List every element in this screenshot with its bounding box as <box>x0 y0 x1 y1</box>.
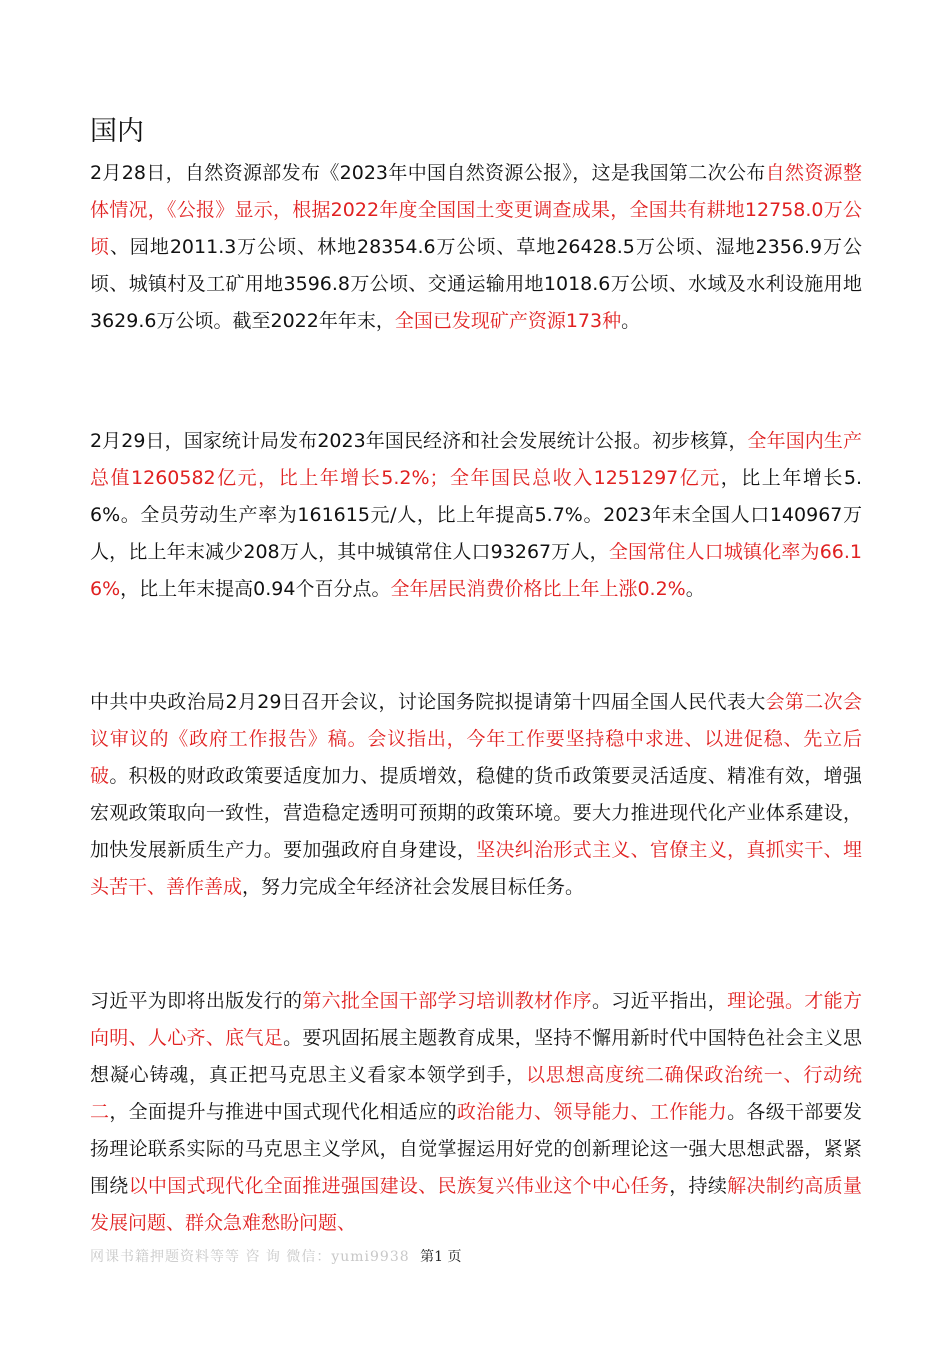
body-text: 习近平为即将出版发行的 <box>90 990 303 1012</box>
highlighted-text: 以中国式现代化全面推进强国建设、民族复兴伟业这个中心任务 <box>128 1175 670 1197</box>
highlighted-text: 全国已发现矿产资源173种 <box>394 310 622 332</box>
highlighted-text: 理论强。才能方向明、人心齐、底气足 <box>90 990 862 1049</box>
body-text: 。要巩固拓展主题教育成果，坚持不懈用新时代中国特色社会主义思想凝心铸魂，真正把马克思主义看家本领学到手， <box>90 1027 862 1086</box>
body-text: 2月29日，国家统计局发布2023年国民经济和社会发展统计公报。初步核算， <box>90 430 748 452</box>
highlighted-text: 解决制约高质量发展问题、群众急难愁盼问题、 <box>90 1175 862 1234</box>
body-text: ，努力完成全年经济社会发展目标任务。 <box>242 876 585 898</box>
body-text: 中共中央政治局2月29日召开会议，讨论国务院拟提请第十四届全国人民代表大 <box>90 691 766 713</box>
body-text: ，比上年增长5.6%。全员劳动生产率为161615元/人，比上年提高5.7%。2023年末全国人口140967万人，比上年末减少208万人，其中城镇常住人口93267万人， <box>90 467 862 563</box>
paragraph-natural-resources <box>90 155 862 340</box>
highlighted-text: 政治能力、领导能力、工作能力 <box>456 1101 728 1123</box>
body-text: ，全面提升与推进中国式现代化相适应的 <box>109 1101 457 1123</box>
highlighted-text: 坚决纠治形式主义、官僚主义，真抓实干、埋头苦干、善作善成 <box>90 839 862 898</box>
body-text: ，持续 <box>669 1175 728 1197</box>
body-text: 。 <box>685 578 705 600</box>
section-heading: 国内 <box>90 116 144 147</box>
page-number: 第1 页 <box>420 1249 462 1265</box>
body-text: 。 <box>621 310 641 332</box>
highlighted-text: 全年国内生产总值1260582亿元，比上年增长5.2%；全年国民总收入1251297亿元 <box>90 430 862 489</box>
highlighted-text: 全国常住人口城镇化率为66.16% <box>90 541 862 600</box>
body-text: 。各级干部要发扬理论联系实际的马克思主义学风，自觉掌握运用好党的创新理论这一强大思想武器，紧紧围绕 <box>90 1101 862 1197</box>
paragraph-training-materials <box>90 983 862 1242</box>
body-text: 。积极的财政政策要适度加力、提质增效，稳健的货币政策要灵活适度、精准有效，增强宏观政策取向一致性，营造稳定透明可预期的政策环境。要大力推进现代化产业体系建设，加快发展新质生产力。要加强政府自身建设， <box>90 765 862 861</box>
highlighted-text: 第六批全国干部学习培训教材作序 <box>302 990 592 1012</box>
paragraph-statistics-bulletin <box>90 423 862 608</box>
page-footer <box>90 1247 461 1267</box>
body-text: 。习近平指出， <box>591 990 728 1012</box>
body-text: 、园地2011.3万公顷、林地28354.6万公顷、草地26428.5万公顷、湿地2356.9万公顷、城镇村及工矿用地3596.8万公顷、交通运输用地1018.6万公顷、水域及水利设施用地3629.6万公顷。截至2022年年末， <box>90 236 862 332</box>
body-text: 2月28日，自然资源部发布《2023年中国自然资源公报》，这是我国第二次公布 <box>90 162 766 184</box>
paragraph-politburo-meeting <box>90 684 862 906</box>
highlighted-text: 自然资源整体情况，《公报》显示，根据2022年度全国国土变更调查成果，全国共有耕地12758.0万公顷 <box>90 162 862 258</box>
highlighted-text: 以思想高度统二确保政治统一、行动统二 <box>90 1064 862 1123</box>
body-text: ，比上年末提高0.94个百分点。 <box>120 578 391 600</box>
highlighted-text: 会第二次会议审议的《政府工作报告》稿。会议指出，今年工作要坚持稳中求进、以进促稳、先立后破 <box>90 691 862 787</box>
footer-watermark: 网课书籍押题资料等等 咨 询 微信：yumi9938 <box>90 1249 410 1265</box>
highlighted-text: 全年居民消费价格比上年上涨0.2% <box>390 578 686 600</box>
